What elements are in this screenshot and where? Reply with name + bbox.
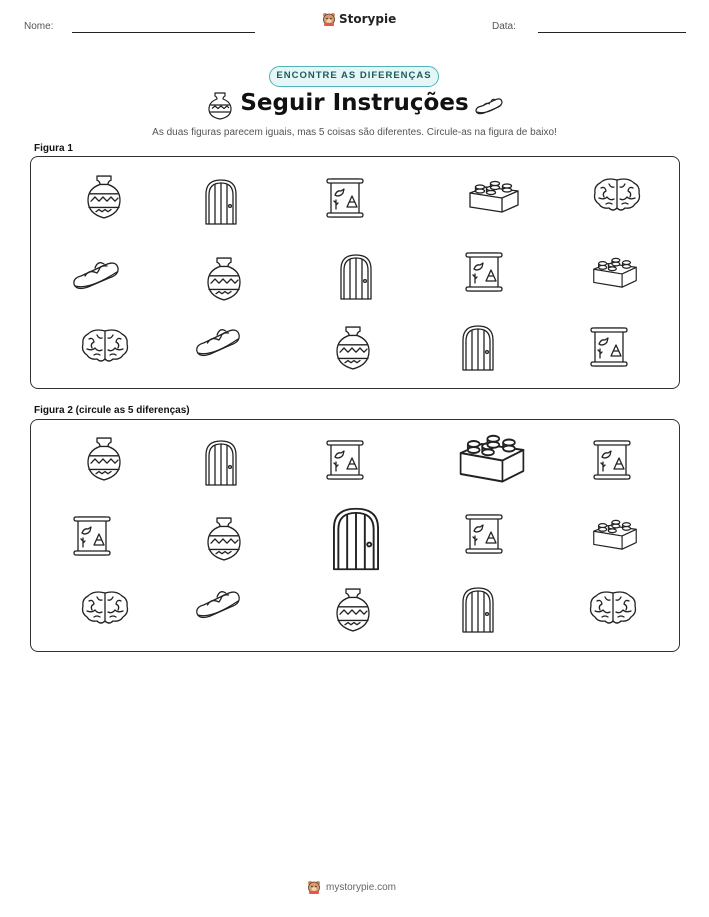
footer-bear-icon <box>307 880 321 894</box>
brain-icon[interactable] <box>592 176 642 214</box>
brain-icon[interactable] <box>80 327 130 365</box>
door-icon[interactable] <box>461 586 495 634</box>
vase-icon[interactable] <box>84 436 124 482</box>
scroll-icon[interactable] <box>593 437 631 483</box>
footer-url: mystorypie.com <box>326 881 397 893</box>
scroll-icon[interactable] <box>465 249 503 295</box>
sandal-decoration-icon <box>474 93 504 117</box>
name-label: Nome: <box>24 21 54 32</box>
door-icon[interactable] <box>339 253 373 301</box>
vase-icon[interactable] <box>204 256 244 302</box>
door-icon[interactable] <box>204 439 238 487</box>
footer <box>307 880 396 894</box>
door-icon[interactable] <box>331 506 381 572</box>
name-line <box>72 32 255 33</box>
brick-icon[interactable] <box>592 518 638 552</box>
date-line <box>538 32 686 33</box>
brain-icon[interactable] <box>80 589 130 627</box>
scroll-icon[interactable] <box>590 324 628 370</box>
scroll-icon[interactable] <box>326 175 364 221</box>
brain-icon[interactable] <box>588 589 638 627</box>
brand-name: Storypie <box>339 12 397 26</box>
sandal-icon[interactable] <box>194 585 242 623</box>
brick-icon[interactable] <box>468 179 520 215</box>
instructions: As duas figuras parecem iguais, mas 5 coisas são diferentes. Circule-as na figura de baixo! <box>152 127 557 138</box>
scroll-icon[interactable] <box>73 513 111 559</box>
vase-icon[interactable] <box>204 516 244 562</box>
vase-icon[interactable] <box>333 587 373 633</box>
brick-icon[interactable] <box>592 256 638 290</box>
storypie-logo <box>322 12 396 26</box>
page-title: Seguir Instruções <box>240 90 469 116</box>
figure2-label: Figura 2 (circule as 5 diferenças) <box>34 405 190 416</box>
brick-icon[interactable] <box>458 432 526 486</box>
door-icon[interactable] <box>204 178 238 226</box>
vase-icon[interactable] <box>84 174 124 220</box>
sandal-icon[interactable] <box>194 323 242 361</box>
scroll-icon[interactable] <box>326 437 364 483</box>
date-label: Data: <box>492 21 516 32</box>
bear-icon <box>322 12 336 26</box>
scroll-icon[interactable] <box>465 511 503 557</box>
door-icon[interactable] <box>461 324 495 372</box>
activity-badge: ENCONTRE AS DIFERENÇAS <box>269 66 439 87</box>
figure1-label: Figura 1 <box>34 143 73 154</box>
sandal-icon[interactable] <box>71 256 121 294</box>
vase-icon[interactable] <box>333 325 373 371</box>
